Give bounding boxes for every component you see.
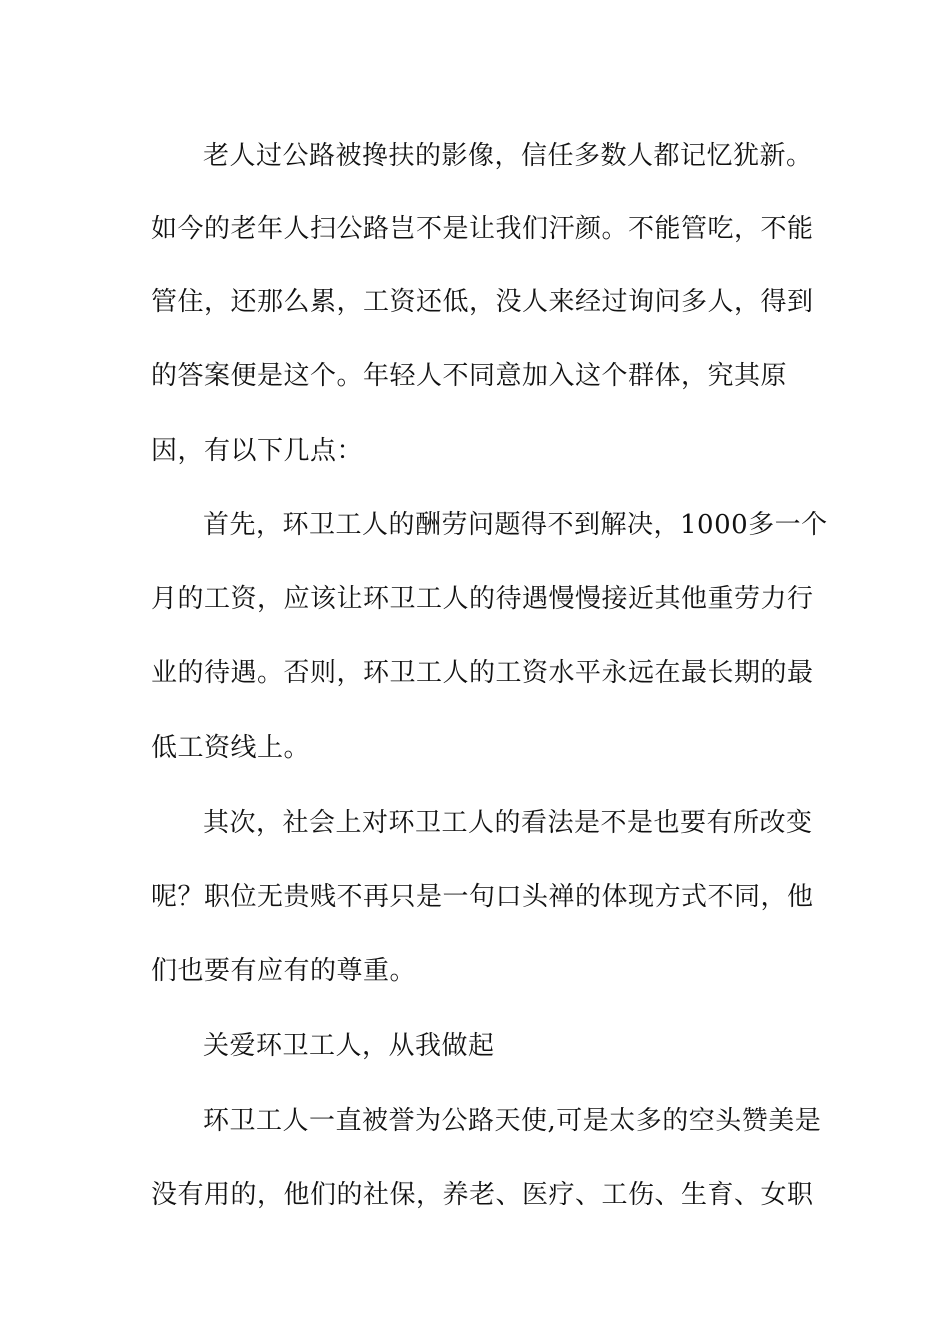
text-line: 的答案便是这个。年轻人不同意加入这个群体，究其原 (151, 361, 788, 391)
text-line: 因，有以下几点： (151, 436, 364, 466)
text-line: 月的工资，应该让环卫工人的待遇慢慢接近其他重劳力行 (151, 584, 814, 614)
text-line: 没有用的，他们的社保，养老、医疗、工伤、生育、女职 (151, 1180, 814, 1210)
text-line: 环卫工人一直被誉为公路天使,可是太多的空头赞美是 (203, 1106, 822, 1136)
text-line: 如今的老年人扫公路岂不是让我们汗颜。不能管吃，不能 (151, 214, 814, 244)
text-line: 们也要有应有的尊重。 (151, 956, 417, 986)
text-line: 管住，还那么累，工资还低，没人来经过询问多人，得到 (151, 287, 814, 317)
text-line: 业的待遇。否则，环卫工人的工资水平永远在最长期的最 (151, 658, 814, 688)
section-heading: 关爱环卫工人，从我做起 (203, 1031, 495, 1061)
text-line: 老人过公路被搀扶的影像，信任多数人都记忆犹新。 (203, 141, 813, 171)
text-line: 其次，社会上对环卫工人的看法是不是也要有所改变 (203, 808, 813, 838)
text-line: 低工资线上。 (151, 733, 311, 763)
text-line: 呢？职位无贵贱不再只是一句口头禅的体现方式不同，他 (151, 882, 814, 912)
text-line: 首先，环卫工人的酬劳问题得不到解决，1000多一个 (203, 510, 828, 540)
